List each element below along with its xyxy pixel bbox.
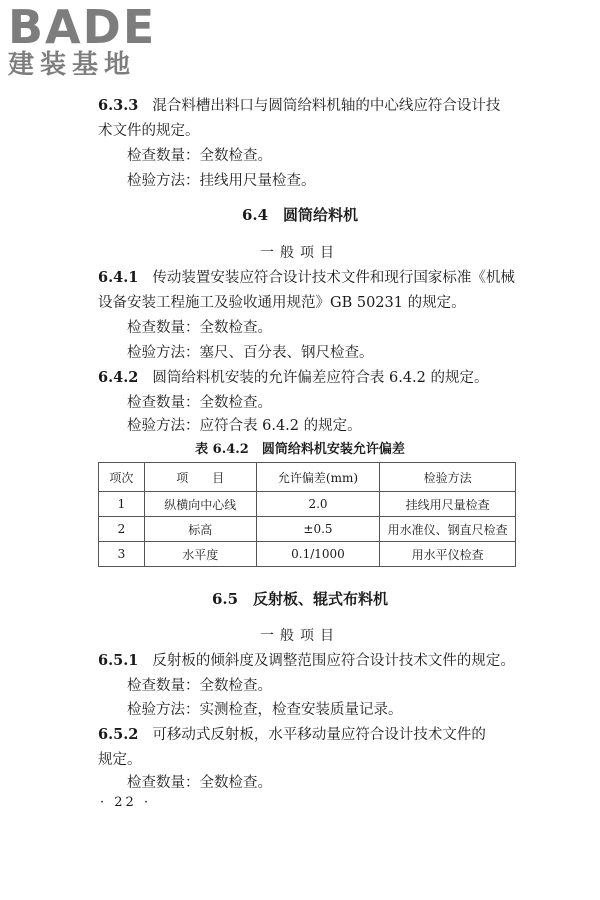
table-cell: ±0.5 xyxy=(256,517,380,542)
clause-text-cont: 规定。 xyxy=(98,752,142,768)
section-title-6-5: 6.5 反射板、辊式布料机 xyxy=(211,590,389,608)
check-quantity: 检查数量：全数检查。 xyxy=(127,395,272,411)
col-header: 检验方法 xyxy=(380,463,516,492)
clause-number: 6.4.2 xyxy=(98,369,139,386)
table-row xyxy=(99,542,516,567)
clause-text: 反射板的倾斜度及调整范围应符合设计技术文件的规定。 xyxy=(152,653,515,669)
check-method: 检验方法：塞尺、百分表、钢尺检查。 xyxy=(127,345,374,361)
section-subtitle: 一般项目 xyxy=(260,245,340,261)
table-cell: 水平度 xyxy=(144,542,256,567)
clause-number: 6.4.1 xyxy=(98,269,139,286)
table-cell: 挂线用尺量检查 xyxy=(380,492,516,517)
clause-text: 可移动式反射板，水平移动量应符合设计技术文件的 xyxy=(152,727,486,743)
table-row xyxy=(99,492,516,517)
clause-text: 传动装置安装应符合设计技术文件和现行国家标准《机械 xyxy=(152,270,515,286)
table-cell: 标高 xyxy=(144,517,256,542)
table-cell: 纵横向中心线 xyxy=(144,492,256,517)
page-number: · 22 · xyxy=(100,795,152,810)
col-header: 项 目 xyxy=(144,463,256,492)
table-cell: 用水平仪检查 xyxy=(380,542,516,567)
clause-6-5-2 xyxy=(98,725,486,745)
check-method: 检验方法：应符合表 6.4.2 的规定。 xyxy=(127,418,362,434)
clause-6-3-3 xyxy=(98,96,500,116)
check-method: 检验方法：实测检查，检查安装质量记录。 xyxy=(127,702,403,718)
clause-text: 圆筒给料机安装的允许偏差应符合表 6.4.2 的规定。 xyxy=(152,370,489,386)
col-header: 允许偏差(mm) xyxy=(256,463,380,492)
check-quantity: 检查数量：全数检查。 xyxy=(127,320,272,336)
table-caption: 表 6.4.2 圆筒给料机安装允许偏差 xyxy=(195,442,405,457)
clause-text-cont: 设备安装工程施工及验收通用规范》GB 50231 的规定。 xyxy=(98,295,466,311)
clause-number: 6.5.2 xyxy=(98,726,139,743)
table-cell: 2 xyxy=(99,517,145,542)
clause-6-4-1 xyxy=(98,268,515,288)
logo-subtext: 建装基地 xyxy=(8,50,137,80)
clause-text-cont: 术文件的规定。 xyxy=(98,123,200,139)
check-method: 检验方法：挂线用尺量检查。 xyxy=(127,173,316,189)
logo-text: BADE xyxy=(8,0,157,54)
table-cell: 用水准仪、钢直尺检查 xyxy=(380,517,516,542)
tolerance-table xyxy=(98,462,516,567)
clause-number: 6.3.3 xyxy=(98,97,139,114)
clause-6-4-2 xyxy=(98,368,489,388)
check-quantity: 检查数量：全数检查。 xyxy=(127,678,272,694)
clause-text: 混合料槽出料口与圆筒给料机轴的中心线应符合设计技 xyxy=(152,98,501,114)
clause-6-5-1 xyxy=(98,651,515,671)
section-title-6-4: 6.4 圆筒给料机 xyxy=(241,206,359,224)
logo xyxy=(8,0,157,80)
col-header: 项次 xyxy=(99,463,145,492)
table-cell: 0.1/1000 xyxy=(256,542,380,567)
table-header-row xyxy=(99,463,516,492)
table-cell: 1 xyxy=(99,492,145,517)
section-subtitle: 一般项目 xyxy=(260,628,340,644)
table-cell: 3 xyxy=(99,542,145,567)
check-quantity: 检查数量：全数检查。 xyxy=(127,148,272,164)
clause-number: 6.5.1 xyxy=(98,652,139,669)
check-quantity: 检查数量：全数检查。 xyxy=(127,775,272,791)
table-row xyxy=(99,517,516,542)
table-cell: 2.0 xyxy=(256,492,380,517)
